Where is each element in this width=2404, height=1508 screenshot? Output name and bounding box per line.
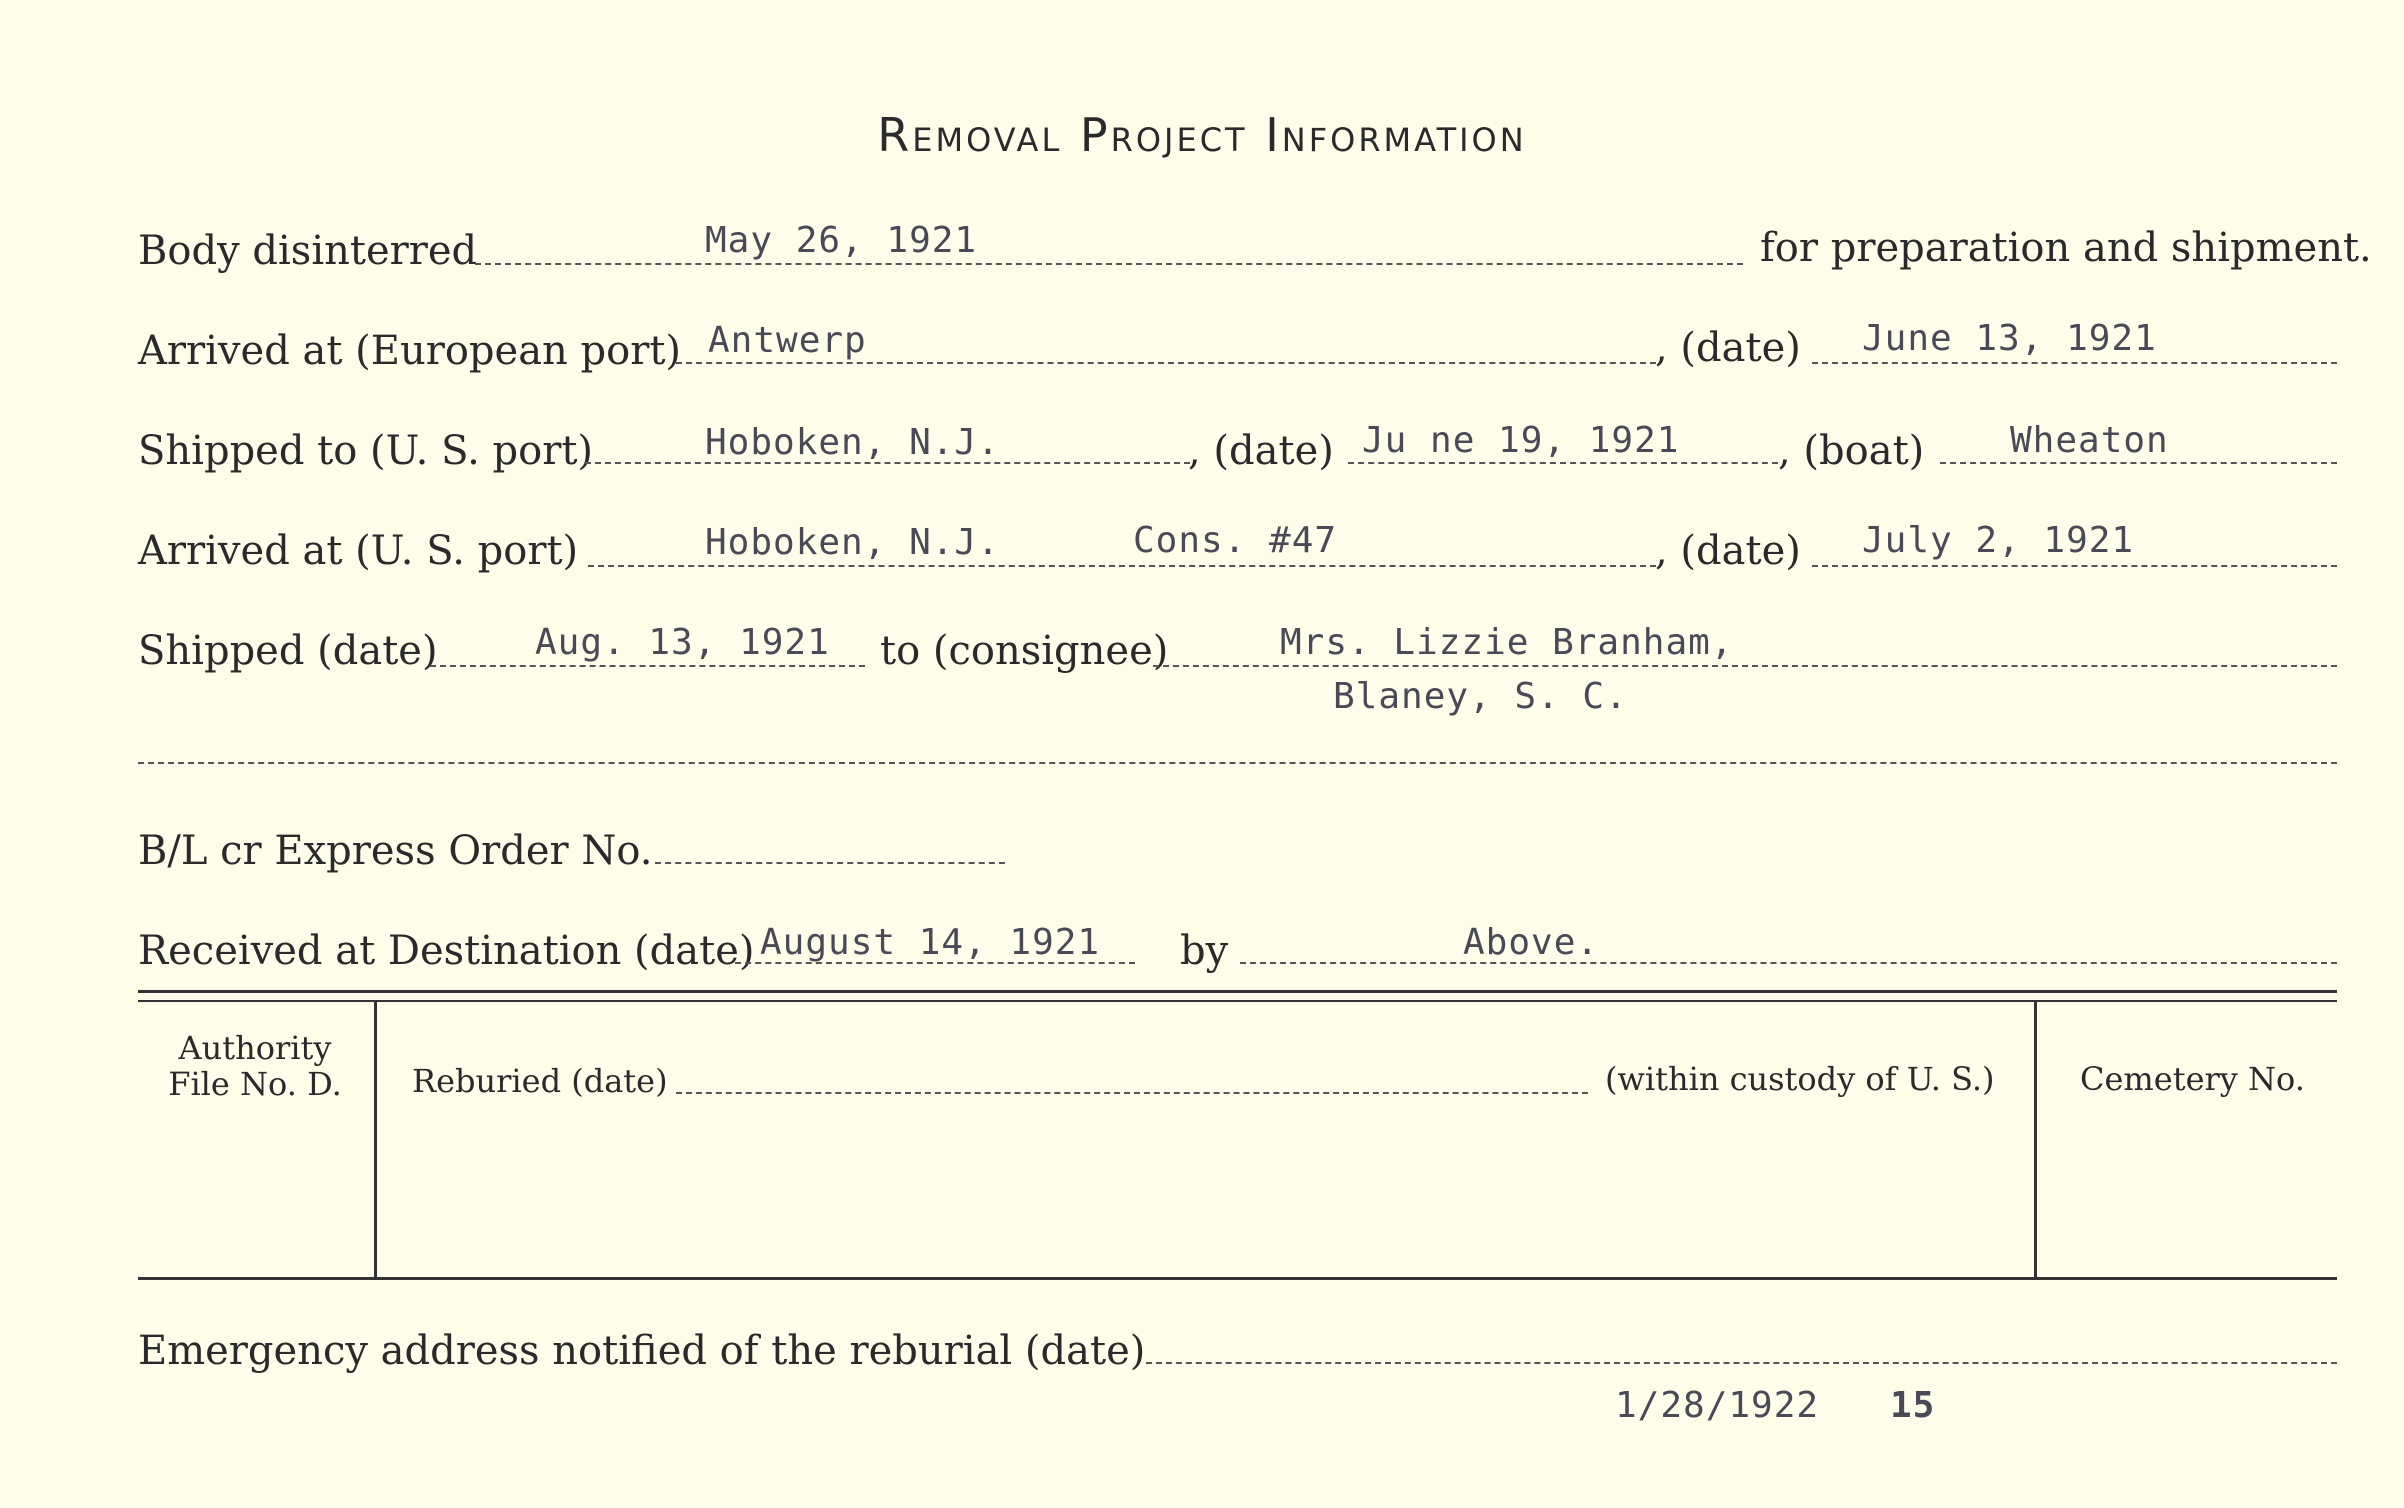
arrived-us-value: Hoboken, N.J.: [705, 522, 1000, 563]
table-bottom-rule: [138, 1277, 2337, 1280]
received-date: August 14, 1921: [760, 922, 1101, 963]
shipped-us-boat: Wheaton: [2010, 420, 2169, 461]
custody-label: (within custody of U. S.): [1605, 1060, 1995, 1098]
shipped-date-label: Shipped (date): [138, 628, 438, 674]
shipped-us-date: Ju ne 19, 1921: [1362, 420, 1680, 461]
received-by-line: [1240, 962, 2337, 964]
reburied-line: [676, 1092, 1588, 1094]
european-port-date-label: , (date): [1655, 325, 1801, 371]
table-top-rule-2: [138, 1000, 2337, 1002]
shipped-us-boat-line: [1940, 462, 2337, 464]
table-divider-1: [374, 1000, 377, 1278]
european-port-line: [676, 362, 1656, 364]
arrived-us-line: [588, 565, 1656, 567]
shipped-us-label: Shipped to (U. S. port): [138, 428, 593, 474]
cemetery-label: Cemetery No.: [2080, 1060, 2305, 1098]
received-label: Received at Destination (date): [138, 928, 755, 974]
emergency-date: 1/28/1922: [1615, 1385, 1820, 1426]
card-title: Removal Project Information: [877, 108, 1527, 162]
arrived-us-label: Arrived at (U. S. port): [138, 528, 579, 574]
european-port-value: Antwerp: [708, 320, 867, 361]
emergency-label: Emergency address notified of the reburial (date): [138, 1328, 1146, 1374]
authority-file-label: Authority File No. D.: [168, 1029, 342, 1103]
emergency-number: 15: [1890, 1385, 1936, 1426]
european-port-date: June 13, 1921: [1862, 318, 2157, 359]
disinterred-line: [475, 263, 1743, 265]
table-divider-2: [2034, 1000, 2037, 1278]
european-port-date-line: [1812, 362, 2337, 364]
arrived-us-cons: Cons. #47: [1133, 520, 1338, 561]
arrived-us-date-line: [1812, 565, 2337, 567]
disinterred-value: May 26, 1921: [705, 220, 978, 261]
consignee-line1: Mrs. Lizzie Branham,: [1280, 622, 1734, 663]
shipped-date-value: Aug. 13, 1921: [535, 622, 830, 663]
shipped-us-value: Hoboken, N.J.: [705, 422, 1000, 463]
received-by: Above.: [1463, 922, 1600, 963]
table-top-rule: [138, 990, 2337, 993]
reburied-label: Reburied (date): [412, 1062, 668, 1100]
disinterred-suffix: for preparation and shipment.: [1760, 225, 2372, 271]
shipped-us-boat-label: , (boat): [1778, 428, 1925, 474]
consignee-label: to (consignee): [880, 628, 1169, 674]
european-port-label: Arrived at (European port): [138, 328, 682, 374]
consignee-line2: Blaney, S. C.: [1333, 676, 1628, 717]
arrived-us-date: July 2, 1921: [1862, 520, 2135, 561]
arrived-us-date-label: , (date): [1655, 528, 1801, 574]
disinterred-label: Body disinterred: [138, 228, 478, 274]
emergency-line: [1146, 1362, 2337, 1364]
shipped-us-date-label: , (date): [1188, 428, 1334, 474]
bl-line: [655, 862, 1005, 864]
shipped-us-date-line: [1348, 462, 1778, 464]
shipped-date-line: [430, 665, 865, 667]
blank-line: [138, 762, 2337, 764]
received-by-label: by: [1180, 928, 1229, 974]
bl-label: B/L cr Express Order No.: [138, 828, 653, 874]
consignee-line: [1153, 665, 2337, 667]
